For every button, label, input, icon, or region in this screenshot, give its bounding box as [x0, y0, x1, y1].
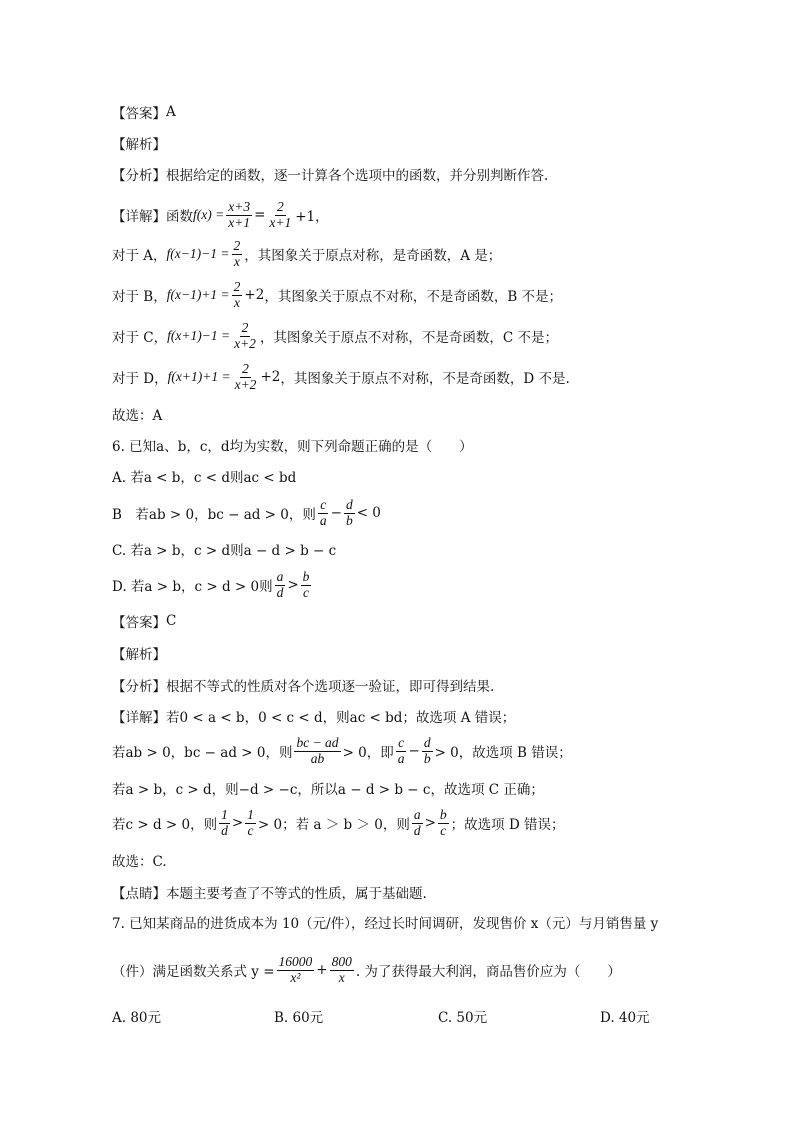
- fraction: [226, 200, 252, 229]
- answer-line: [112, 101, 176, 123]
- numerator: 2: [241, 320, 249, 336]
- detail-lead: 若ab > 0，bc − ad > 0，则: [112, 745, 293, 761]
- operator: >: [424, 815, 436, 831]
- numerator: 2: [242, 361, 249, 377]
- detail-line-b: [112, 733, 572, 769]
- detail-mid: > 0，即: [342, 745, 394, 761]
- final-choice: 故选：A: [112, 408, 163, 424]
- numerator: x+3: [228, 199, 251, 215]
- denominator: x²: [290, 969, 301, 985]
- fraction: [294, 736, 340, 765]
- option-c-analysis: [112, 318, 558, 354]
- final-choice: 故选：C.: [112, 854, 167, 870]
- operator: −: [330, 505, 342, 521]
- function-expr: f(x+1)−1 =: [167, 328, 231, 343]
- numerator: 16000: [278, 954, 313, 970]
- denominator: ab: [310, 750, 325, 766]
- numerator: d: [345, 497, 353, 513]
- answer-label: 【答案】: [112, 106, 166, 122]
- answer-value: C: [166, 613, 177, 629]
- denominator: c: [440, 822, 447, 838]
- fraction: [232, 321, 258, 350]
- fraction: [233, 362, 259, 391]
- fenxi-text: 根据不等式的性质对各个选项逐一验证，即可得到结果.: [166, 679, 495, 695]
- detail-label: 【详解】: [112, 710, 166, 726]
- option-conclusion: ，其图象关于原点对称，是奇函数，A 是；: [244, 248, 502, 264]
- numerator: c: [398, 735, 405, 751]
- fraction: [219, 808, 230, 837]
- option-tail: < 0: [356, 505, 381, 521]
- detail-line-c: 若a > b，c > d，则−d > −c，所以a − d > b − c，故选项 C 正确；: [112, 782, 544, 798]
- numerator: 1: [247, 807, 254, 823]
- fenxi-label: 【分析】: [112, 679, 166, 695]
- operator: >: [287, 577, 299, 593]
- fenxi-line: [112, 674, 494, 696]
- option-lead: 对于 C，: [112, 330, 168, 346]
- detail-line: [112, 197, 329, 233]
- detail-label: 【详解】: [112, 209, 166, 225]
- operator: +: [316, 962, 328, 978]
- fraction: [232, 280, 243, 309]
- fenxi-text: 根据给定的函数，逐一计算各个选项中的函数，并分别判断作答.: [166, 168, 549, 184]
- numerator: a: [413, 807, 421, 823]
- fraction: [277, 955, 315, 984]
- option-expr-tail: +2: [244, 287, 265, 303]
- denominator: x+1: [228, 214, 251, 230]
- fraction: [330, 955, 354, 984]
- fraction: [245, 808, 256, 837]
- denominator: x: [233, 253, 240, 269]
- option-conclusion: ，其图象关于原点不对称，不是奇函数，B 不是；: [264, 289, 563, 305]
- fenxi-line: [112, 163, 548, 185]
- denominator: c: [247, 822, 254, 838]
- detail-lead: 若c > d > 0，则: [112, 817, 218, 833]
- numerator: c: [320, 497, 327, 513]
- denominator: d: [276, 584, 284, 600]
- function-expr: f(x+1)+1 =: [167, 369, 231, 384]
- question-7-formula-line: [112, 950, 621, 990]
- operator: −: [408, 743, 420, 759]
- denominator: b: [345, 512, 353, 528]
- dianjing-line: [112, 881, 427, 903]
- question-6-option-c: C. 若a > b，c > d则a − d > b − c: [112, 543, 337, 559]
- detail-mid: > 0；若 a ＞ b ＞ 0，则: [257, 817, 410, 833]
- numerator: 800: [331, 954, 352, 970]
- fraction: [438, 808, 449, 837]
- question-6-option-d: [112, 567, 313, 603]
- denominator: x: [338, 969, 345, 985]
- option-lead: D. 若a > b，c > d > 0则: [112, 579, 273, 595]
- fraction: [412, 808, 423, 837]
- numerator: 2: [233, 238, 241, 254]
- numerator: 2: [233, 279, 241, 295]
- numerator: 2: [276, 199, 284, 215]
- option-c: C. 50元: [438, 1010, 488, 1026]
- option-a-analysis: [112, 236, 501, 272]
- numerator: b: [302, 569, 310, 585]
- detail-tail: > 0，故选项 B 错误；: [434, 745, 572, 761]
- dianjing-label: 【点睛】: [112, 886, 166, 902]
- dianjing-text: 本题主要考查了不等式的性质，属于基础题.: [166, 886, 427, 902]
- numerator: a: [276, 569, 284, 585]
- denominator: d: [221, 822, 228, 838]
- option-b: B. 60元: [274, 1010, 324, 1026]
- option-expr-tail: +2: [260, 369, 281, 385]
- option-lead: B 若ab > 0，bc − ad > 0，则: [112, 507, 316, 523]
- analysis-heading: 【解析】: [112, 137, 166, 153]
- answer-value: A: [166, 104, 176, 120]
- option-d: D. 40元: [600, 1010, 650, 1026]
- detail-line-d: [112, 805, 565, 841]
- function-expr: f(x−1)+1 =: [166, 287, 230, 302]
- option-b-analysis: [112, 277, 562, 313]
- detail-text: 若0 < a < b，0 < c < d，则ac < bd；故选项 A 错误；: [166, 710, 516, 726]
- answer-line: [112, 610, 176, 632]
- denominator: d: [413, 822, 421, 838]
- denominator: a: [397, 750, 405, 766]
- formula-lead: （件）满足函数关系式 y =: [112, 964, 275, 980]
- fraction: [396, 736, 407, 765]
- detail-lead: 函数: [166, 209, 193, 225]
- option-conclusion: ，其图象关于原点不对称，不是奇函数，D 不是.: [280, 371, 570, 387]
- option-lead: 对于 B，: [112, 289, 167, 305]
- fraction: [232, 239, 243, 268]
- detail-line: [112, 705, 515, 727]
- denominator: c: [303, 584, 310, 600]
- denominator: x+2: [234, 335, 256, 351]
- denominator: a: [319, 512, 327, 528]
- option-a: A. 80元: [112, 1010, 162, 1026]
- denominator: x+2: [234, 376, 257, 392]
- option-conclusion: ，其图象关于原点不对称，不是奇函数，C 不是；: [259, 330, 559, 346]
- fraction: [275, 570, 286, 599]
- denominator: x+1: [269, 214, 292, 230]
- equals-sign: =: [254, 207, 266, 223]
- denominator: x: [234, 294, 241, 310]
- function-expr: f(x) =: [193, 207, 225, 222]
- analysis-heading: 【解析】: [112, 647, 166, 663]
- question-6-stem: 6. 已知a、b，c，d均为实数，则下列命题正确的是（ ）: [112, 439, 473, 455]
- answer-label: 【答案】: [112, 615, 166, 631]
- fenxi-label: 【分析】: [112, 168, 166, 184]
- question-7-options: [112, 1006, 652, 1028]
- question-6-option-a: A. 若a < b，c < d则ac < bd: [112, 470, 297, 486]
- detail-tail: ；故选项 D 错误；: [450, 817, 565, 833]
- numerator: b: [439, 807, 447, 823]
- denominator: b: [423, 750, 431, 766]
- question-7-stem: 7. 已知某商品的进货成本为 10（元/件），经过长时间调研，发现售价 x（元）与月销售量 y: [112, 916, 659, 932]
- formula-tail: . 为了获得最大利润，商品售价应为（ ）: [355, 964, 621, 980]
- fraction: [318, 498, 329, 527]
- function-expr: f(x−1)−1 =: [166, 246, 230, 261]
- fraction: [422, 736, 433, 765]
- question-6-option-b: [112, 495, 381, 531]
- fraction: [267, 200, 293, 229]
- fraction: [344, 498, 355, 527]
- option-lead: 对于 D，: [112, 371, 168, 387]
- fraction: [301, 570, 312, 599]
- numerator: 1: [221, 807, 228, 823]
- numerator: bc − ad: [296, 735, 339, 751]
- option-lead: 对于 A，: [112, 248, 167, 264]
- detail-tail: +1，: [295, 209, 329, 225]
- option-d-analysis: [112, 359, 570, 395]
- numerator: d: [423, 735, 431, 751]
- operator: >: [231, 815, 244, 831]
